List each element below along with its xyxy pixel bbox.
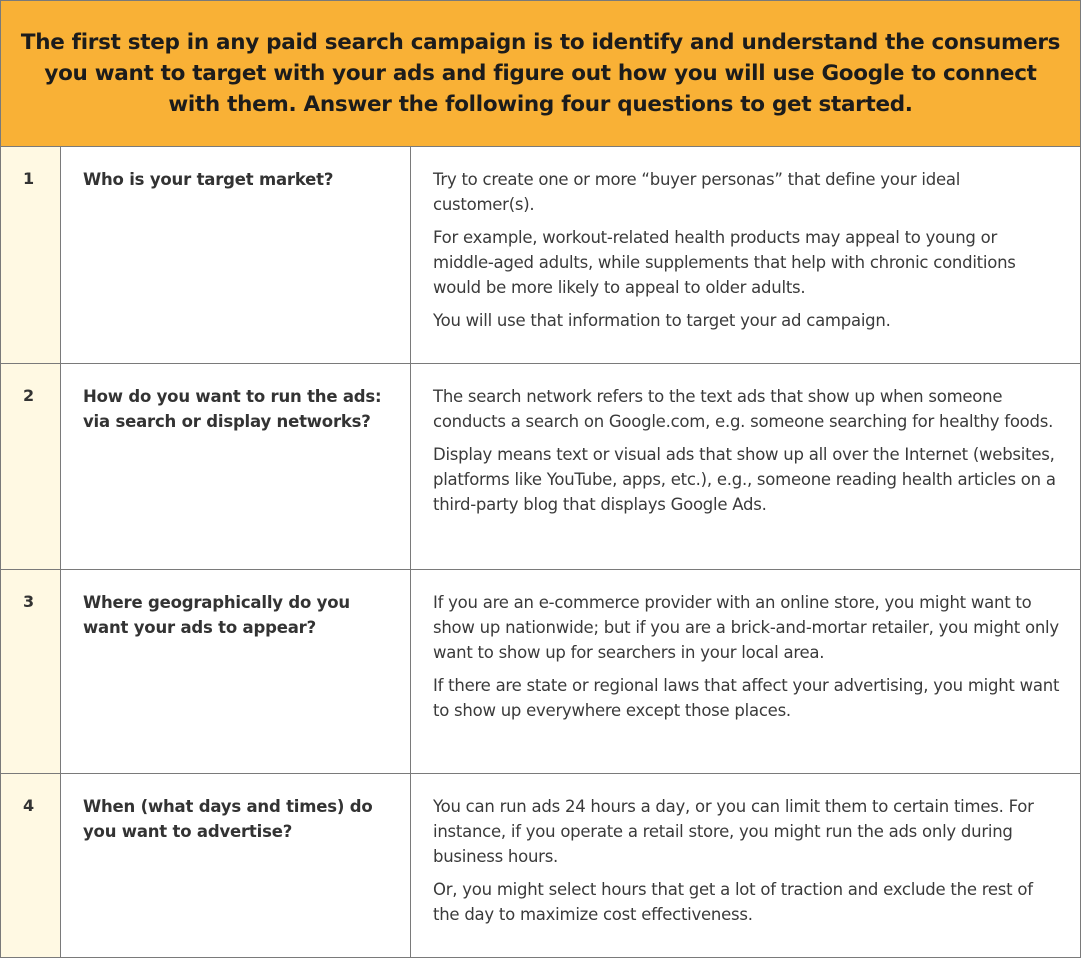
answer-paragraph: You will use that information to target your ad campaign. bbox=[433, 311, 891, 330]
row-number-cell bbox=[0, 774, 61, 957]
answer-paragraph: Or, you might select hours that get a lot of traction and exclude the rest of the day to maximize cost effectiveness. bbox=[433, 880, 1033, 924]
answer-paragraph: Display means text or visual ads that show up all over the Internet (websites, platforms like YouTube, apps, etc.), e.g., someone reading health articles on a third-party blog that displays Google Ads. bbox=[433, 445, 1056, 514]
question-cell bbox=[61, 570, 411, 773]
answer-paragraph: If there are state or regional laws that affect your advertising, you might want to show up everywhere except those places. bbox=[433, 676, 1060, 720]
question-text: How do you want to run the ads: via search or display networks? bbox=[83, 387, 382, 431]
answer-cell bbox=[411, 147, 1081, 363]
answer-paragraph: The search network refers to the text ads that show up when someone conducts a search on Google.com, e.g. someone searching for healthy foods. bbox=[433, 387, 1054, 431]
question-text: When (what days and times) do you want to advertise? bbox=[83, 797, 373, 841]
question-cell bbox=[61, 364, 411, 569]
answer-cell bbox=[411, 364, 1081, 569]
question-cell bbox=[61, 147, 411, 363]
question-cell bbox=[61, 774, 411, 957]
answer-paragraph: You can run ads 24 hours a day, or you can limit them to certain times. For instance, if you operate a retail store, you might run the ads only during business hours. bbox=[433, 797, 1034, 866]
row-number-cell bbox=[0, 147, 61, 363]
table-row bbox=[0, 570, 1081, 774]
row-number: 1 bbox=[23, 169, 35, 188]
table-row bbox=[0, 774, 1081, 958]
intro-text: The first step in any paid search campaign is to identify and understand the consumers you want to target with your ads and figure out how you will use Google to connect with them. Answer the following four questions to get started. bbox=[20, 30, 1061, 117]
row-number-cell bbox=[0, 364, 61, 569]
question-text: Where geographically do you want your ads to appear? bbox=[83, 593, 350, 637]
answer-paragraph: If you are an e-commerce provider with an online store, you might want to show up nationwide; but if you are a brick-and-mortar retailer, you might only want to show up for searchers in your local area. bbox=[433, 593, 1059, 662]
row-number: 4 bbox=[23, 796, 35, 815]
intro-banner bbox=[0, 0, 1081, 147]
table-row bbox=[0, 364, 1081, 570]
questions-table bbox=[0, 147, 1081, 958]
question-text: Who is your target market? bbox=[83, 170, 334, 189]
answer-cell bbox=[411, 570, 1081, 773]
row-number-cell bbox=[0, 570, 61, 773]
answer-paragraph: For example, workout-related health products may appeal to young or middle-aged adults, while supplements that help with chronic conditions would be more likely to appeal to older adults. bbox=[433, 228, 1016, 297]
table-row bbox=[0, 147, 1081, 364]
answer-paragraph: Try to create one or more “buyer personas” that define your ideal customer(s). bbox=[433, 170, 961, 214]
row-number: 3 bbox=[23, 592, 35, 611]
answer-cell bbox=[411, 774, 1081, 957]
row-number: 2 bbox=[23, 386, 35, 405]
